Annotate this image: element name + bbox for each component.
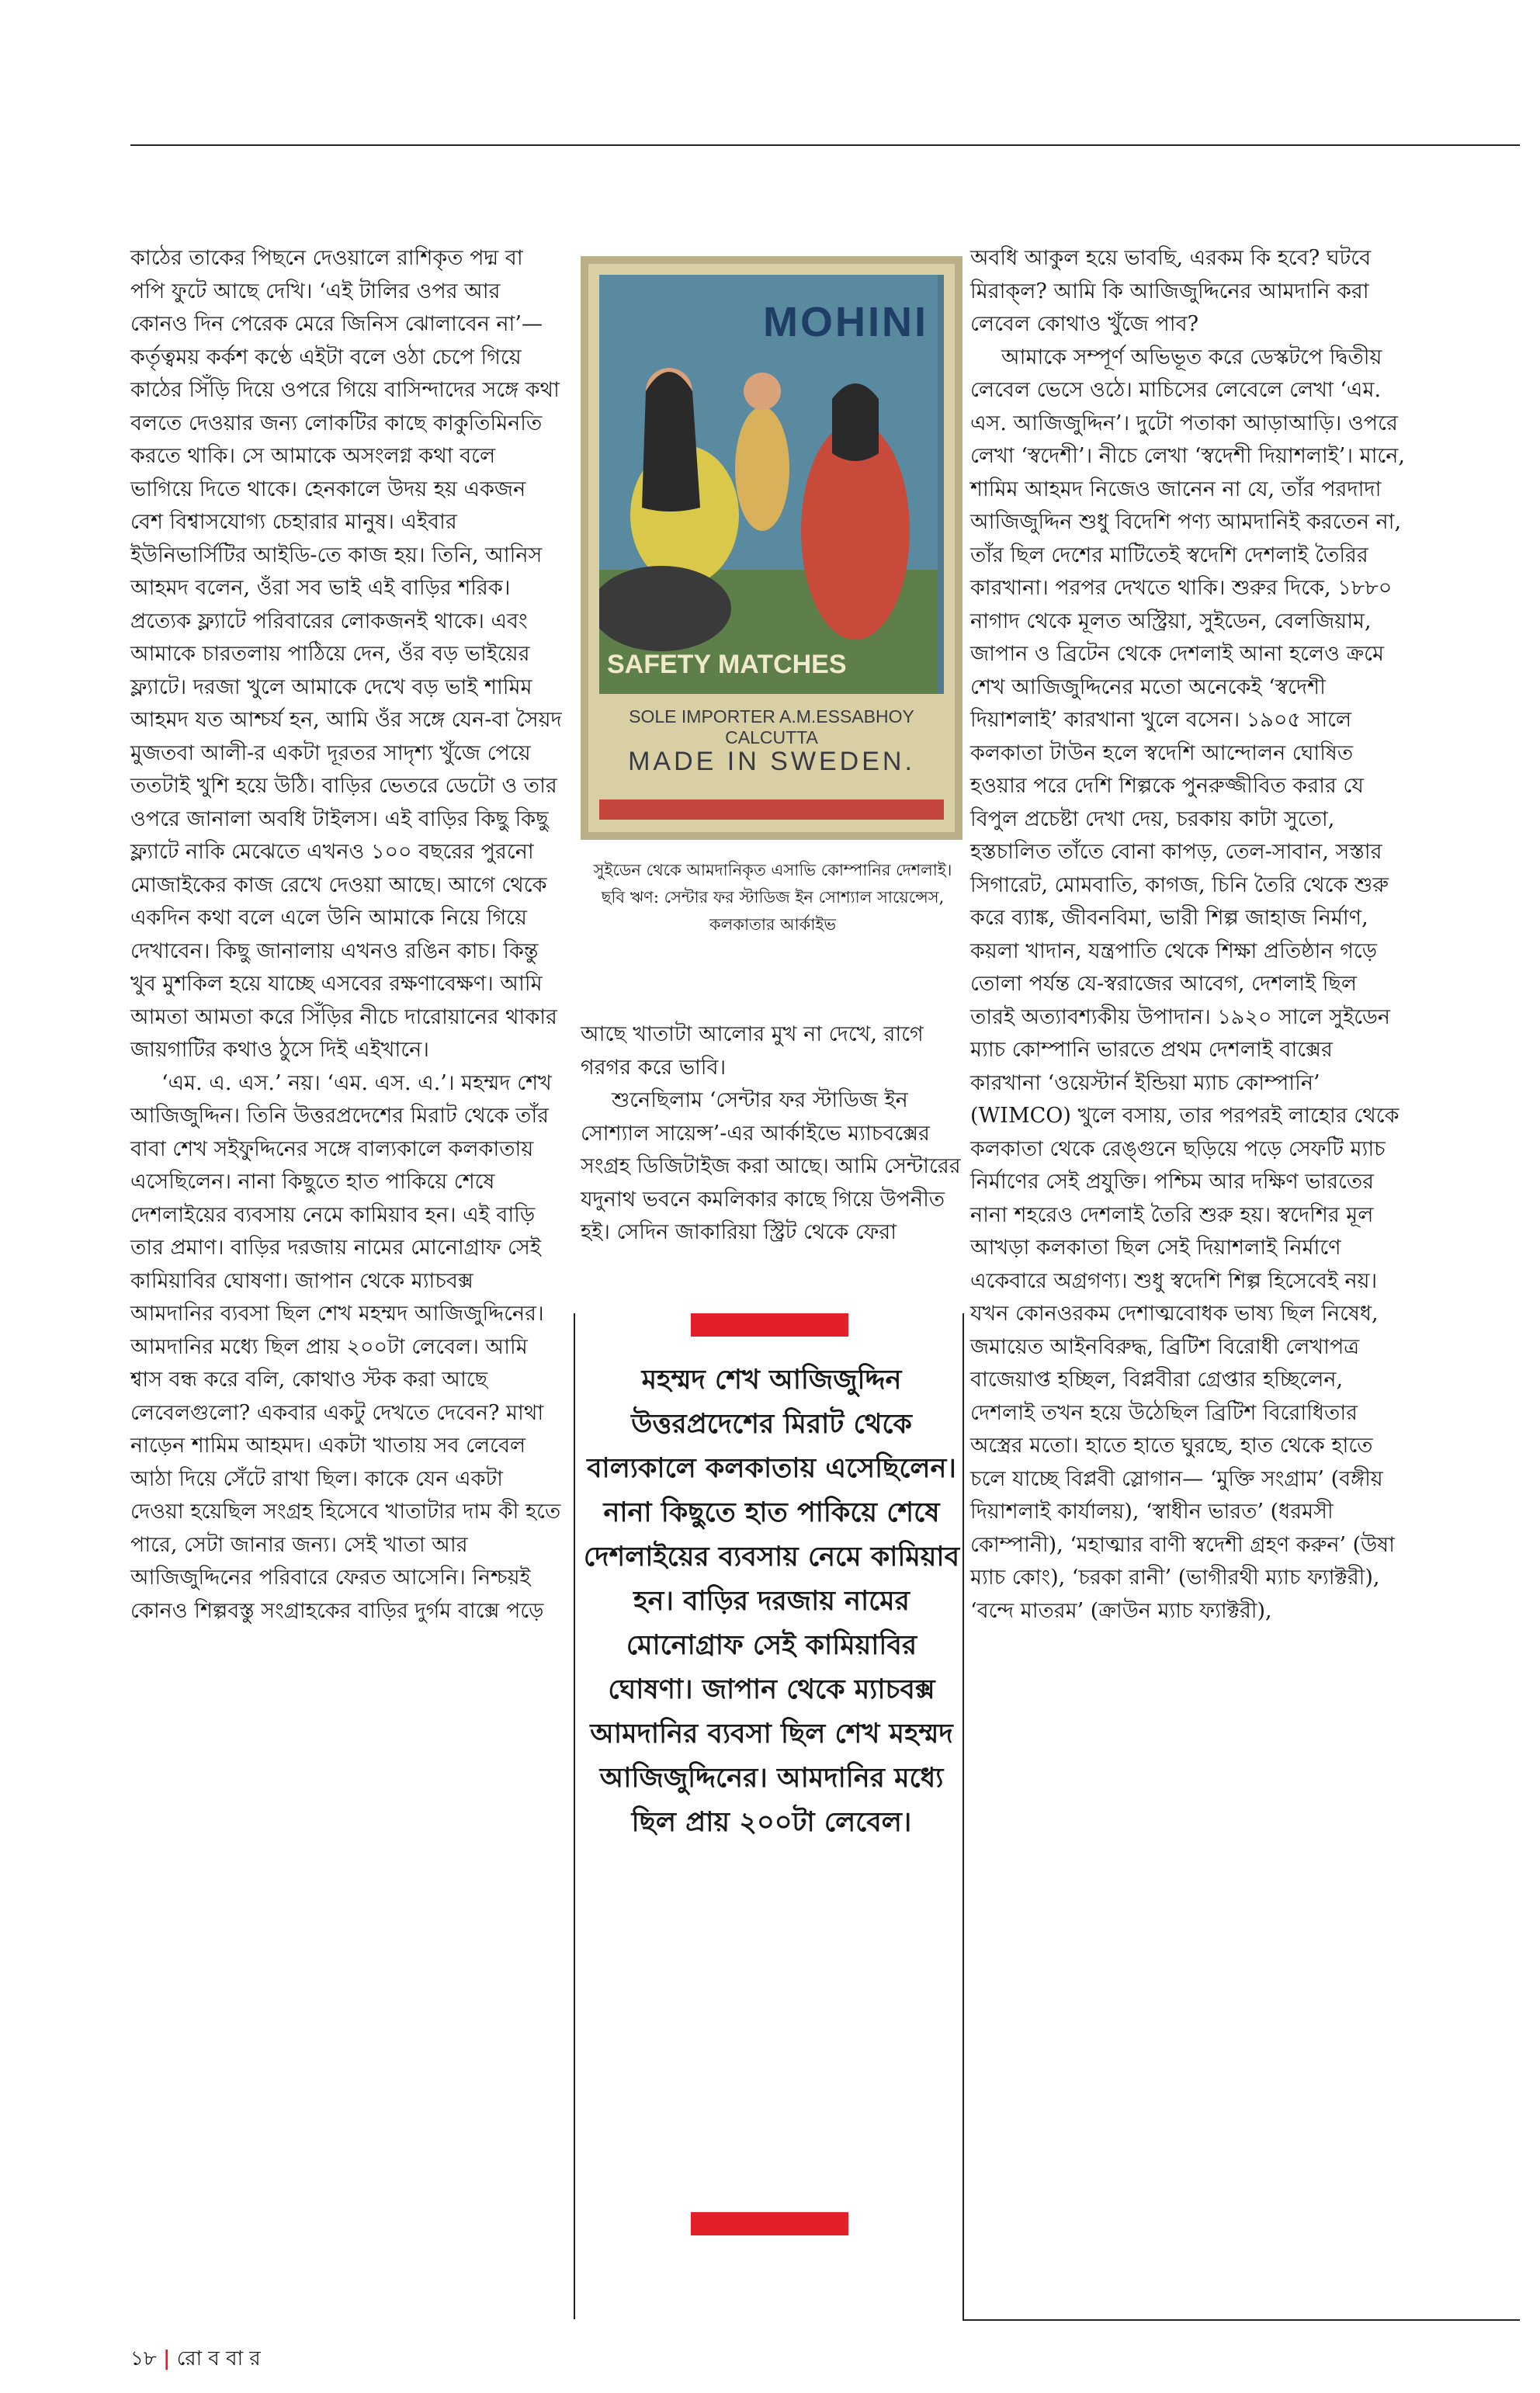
paragraph: শুনেছিলাম ‘সেন্টার ফর স্টাডিজ ইন সোশ্যাল সায়েন্স’-এর আর্কাইভে ম্যাচবক্সের সংগ্রহ ডিজিটাইজ করা আছে। আমি সেন্টারের যদুনাথ ভবনে কমলিকার কাছে গিয়ে উপনীত হই। সেদিন জাকারিয়া স্ট্রিট থেকে ফেরা [581, 1088, 961, 1244]
paragraph: কাঠের তাকের পিছনে দেওয়ালে রাশিকৃত পদ্ম বা পপি ফুটে আছে দেখি। ‘এই টালির ওপর আর কোনও দিন পেরেক মেরে জিনিস ঝোলাবেন না’—কর্তৃত্বময় কর্কশ কণ্ঠে এইটা বলে ওঠা চেপে গিয়ে কাঠের সিঁড়ি দিয়ে ওপরে গিয়ে বাসিন্দাদের সঙ্গে কথা বলতে দেওয়ার জন্য লোকটির কাছে কাকুতিমিনতি করতে থাকি। সে আমাকে অসংলগ্ন কথা বলে ভাগিয়ে দিতে থাকে। হেনকালে উদয় হয় একজন বেশ বিশ্বাসযোগ্য চেহারার মানুষ। এইবার ইউনিভার্সিটির আইডি-তে কাজ হয়। তিনি, আনিস আহমদ বলেন, ওঁরা সব ভাই এই বাড়ির শরিক। প্রত্যেক ফ্ল্যাটে পরিবারের লোকজনই থাকে। এবং আমাকে চারতলায় পাঠিয়ে দেন, ওঁর বড় ভাইয়ের ফ্ল্যাটে। দরজা খুলে আমাকে দেখে বড় ভাই শামিম আহমদ যত আশ্চর্য হন, আমি ওঁর সঙ্গে যেন-বা সৈয়দ মুজতবা আলী-র একটা দূরতর সাদৃশ্য খুঁজে পেয়ে ততটাই খুশি হয়ে উঠি। বাড়ির ভেতরে ডেটো ও তার ওপরে জানালা অবধি টাইলস। এই বাড়ির কিছু কিছু ফ্ল্যাটে নাকি মেঝেতে এখনও ১০০ বছরের পুরনো মোজাইকের কাজ রেখে দেওয়া আছে। আগে থেকে একদিন কথা বলে এলে উনি আমাকে নিয়ে গিয়ে দেখাবেন। কিছু জানালায় এখনও রঙিন কাচ। কিন্তু খুব মুশকিল হয়ে যাচ্ছে এসবের রক্ষণাবেক্ষণ। আমি আমতা আমতা করে সিঁড়ির নীচে দারোয়ানের থাকার জায়গাটির কথাও ঠুসে দিই এইখানে। [130, 246, 562, 1062]
pull-quote: মহম্মদ শেখ আজিজুদ্দিন উত্তরপ্রদেশের মিরাট থেকে বাল্যকালে কলকাতায় এসেছিলেন। নানা কিছুতে হাত পাকিয়ে শেষে দেশলাইয়ের ব্যবসায় নেমে কামিয়াব হন। বাড়ির দরজায় নামের মোনোগ্রাফ সেই কামিয়াবির ঘোষণা। জাপান থেকে ম্যাচবক্স আমদানির ব্যবসা ছিল শেখ মহম্মদ আজিজুদ্দিনের। আমদানির মধ্যে ছিল প্রায় ২০০টা লেবেল। [583, 1365, 960, 1838]
matchbox-brand: MOHINI [763, 299, 928, 345]
article-column-2 [581, 1018, 965, 1250]
section-name: রো ব বা র [176, 2347, 261, 2370]
top-rule [130, 144, 1520, 146]
footer-separator: | [163, 2347, 171, 2370]
matchbox-origin: MADE IN SWEDEN. [628, 747, 915, 776]
article-column-3 [970, 242, 1405, 1628]
pullquote-bar-top [691, 1313, 848, 1337]
paragraph: আছে খাতাটা আলোর মুখ না দেখে, রাগে গরগর করে ভাবি। [581, 1022, 924, 1080]
matchbox-ribbon [599, 799, 944, 820]
paragraph: আমাকে সম্পূর্ণ অভিভূত করে ডেস্কটপে দ্বিতীয় লেবেল ভেসে ওঠে। মাচিসের লেবেলে লেখা ‘এম. এস. আজিজুদ্দিন’। দুটো পতাকা আড়াআড়ি। ওপরে লেখা ‘স্বদেশী’। নীচে লেখা ‘স্বদেশী দিয়াশলাই’। মানে, শামিম আহমদ নিজেও জানেন না যে, তাঁর পরদাদা আজিজুদ্দিন শুধু বিদেশি পণ্য আমদানিই করতেন না, তাঁর ছিল দেশের মাটিতেই স্বদেশি দেশলাই তৈরির কারখানা। পরপর দেখতে থাকি। শুরুর দিকে, ১৮৮০ নাগাদ থেকে মূলত অস্ট্রিয়া, সুইডেন, বেলজিয়াম, জাপান ও ব্রিটেন থেকে দেশলাই আনা হলেও ক্রমে শেখ আজিজুদ্দিনের মতো অনেকেই ‘স্বদেশী দিয়াশলাই’ কারখানা খুলে বসেন। ১৯০৫ সালে কলকাতা টাউন হলে স্বদেশি আন্দোলন ঘোষিত হওয়ার পরে দেশি শিল্পকে পুনরুজ্জীবিত করার যে বিপুল প্রচেষ্টা দেখা দেয়, চরকায় কাটা সুতো, হস্তচালিত তাঁতে বোনা কাপড়, তেল-সাবান, সস্তার সিগারেট, মোমবাতি, কাগজ, চিনি তৈরি থেকে শুরু করে ব্যাঙ্ক, জীবনবিমা, ভারী শিল্প জাহাজ নির্মাণ, কয়লা খাদান, যন্ত্রপাতি থেকে শিক্ষা প্রতিষ্ঠান গড়ে তোলা পর্যন্ত যে-স্বরাজের আবেগ, দেশলাই ছিল তারই অত্যাবশ্যকীয় উপাদান। ১৯২০ সালে সুইডেন ম্যাচ কোম্পানি ভারতে প্রথম দেশলাই বাক্সের কারখানা ‘ওয়েস্টার্ন ইন্ডিয়া ম্যাচ কোম্পানি’ (WIMCO) খুলে বসায়, তার পরপরই লাহোর থেকে কলকাতা থেকে রেঙ্গুনে ছড়িয়ে পড়ে সেফটি ম্যাচ নির্মাণের সেই প্রযুক্তি। পশ্চিম আর দক্ষিণ ভারতের নানা শহরেও দেশলাই তৈরি শুরু হয়। স্বদেশির মূল আখড়া কলকাতা ছিল সেই দিয়াশলাই নির্মাণে একেবারে অগ্রগণ্য। শুধু স্বদেশি শিল্প হিসেবেই নয়। যখন কোনওরকম দেশাত্মবোধক ভাষ্য ছিল নিষেধ, জমায়েত আইনবিরুদ্ধ, ব্রিটিশ বিরোধী লেখাপত্র বাজেয়াপ্ত হচ্ছিল, বিপ্লবীরা গ্রেপ্তার হচ্ছিলেন, দেশলাই তখন হয়ে উঠেছিল ব্রিটিশ বিরোধিতার অস্ত্রের মতো। হাতে হাতে ঘুরছে, হাত থেকে হাতে চলে যাচ্ছে বিপ্লবী স্লোগান— ‘মুক্তি সংগ্রাম’ (বঙ্গীয় দিয়াশলাই কার্যালয়), ‘স্বাধীন ভারত’ (ধরমসী কোম্পানী), ‘মহাত্মার বাণী স্বদেশী গ্রহণ করুন’ (উষা ম্যাচ কোং), ‘চরকা রানী’ (ভাগীরথী ম্যাচ ফ্যাক্টরী), ‘বন্দে মাতরম’ (ক্রাউন ম্যাচ ফ্যাক্টরী), [970, 345, 1405, 1623]
article-column-1 [130, 242, 562, 1628]
bottom-rule [962, 2319, 1520, 2321]
matchbox-illustration [599, 275, 944, 694]
page-number: ১৮ [130, 2347, 157, 2370]
pullquote-bar-bottom [691, 2212, 848, 2235]
image-caption: সুইডেন থেকে আমদানিকৃত এসাভি কোম্পানির দেশলাই। ছবি ঋণ: সেন্টার ফর স্টাডিজ ইন সোশ্যাল সায়েন্সেস, কলকাতার আর্কাইভ [593, 861, 952, 934]
page-footer [130, 2343, 261, 2377]
matchbox-safety-text: SAFETY MATCHES [607, 650, 847, 679]
matchbox-importer: SOLE IMPORTER A.M.ESSABHOY CALCUTTA [629, 706, 914, 747]
paragraph: অবধি আকুল হয়ে ভাবছি, এরকম কি হবে? ঘটবে মিরাক্‌ল? আমি কি আজিজুদ্দিনের আমদানি করা লেবেল কোথাও খুঁজে পাব? [970, 246, 1372, 336]
matchbox-label-image [581, 256, 962, 840]
column-rule-left [574, 1313, 575, 2319]
column-rule-right [962, 1313, 964, 2319]
paragraph: ‘এম. এ. এস.’ নয়। ‘এম. এস. এ.’। মহম্মদ শেখ আজিজুদ্দিন। তিনি উত্তরপ্রদেশের মিরাট থেকে তাঁর বাবা শেখ সইফুদ্দিনের সঙ্গে বাল্যকালে কলকাতায় এসেছিলেন। নানা কিছুতে হাত পাকিয়ে শেষে দেশলাইয়ের ব্যবসায় নেমে কামিয়াব হন। এই বাড়ি তার প্রমাণ। বাড়ির দরজায় নামের মোনোগ্রাফ সেই কামিয়াবির ঘোষণা। জাপান থেকে ম্যাচবক্স আমদানির ব্যবসা ছিল শেখ মহম্মদ আজিজুদ্দিনের। আমদানির মধ্যে ছিল প্রায় ২০০টা লেবেল। আমি শ্বাস বন্ধ করে বলি, কোথাও স্টক করা আছে লেবেলগুলো? একবার একটু দেখতে দেবেন? মাথা নাড়েন শামিম আহমদ। একটা খাতায় সব লেবেল আঠা দিয়ে সেঁটে রাখা ছিল। কাকে যেন একটা দেওয়া হয়েছিল সংগ্রহ হিসেবে খাতাটার দাম কী হতে পারে, সেটা জানার জন্য। সেই খাতা আর আজিজুদ্দিনের পরিবারে ফেরত আসেনি। নিশ্চয়ই কোনও শিল্পবস্তু সংগ্রাহকের বাড়ির দুর্গম বাক্সে পড়ে [130, 1070, 561, 1623]
